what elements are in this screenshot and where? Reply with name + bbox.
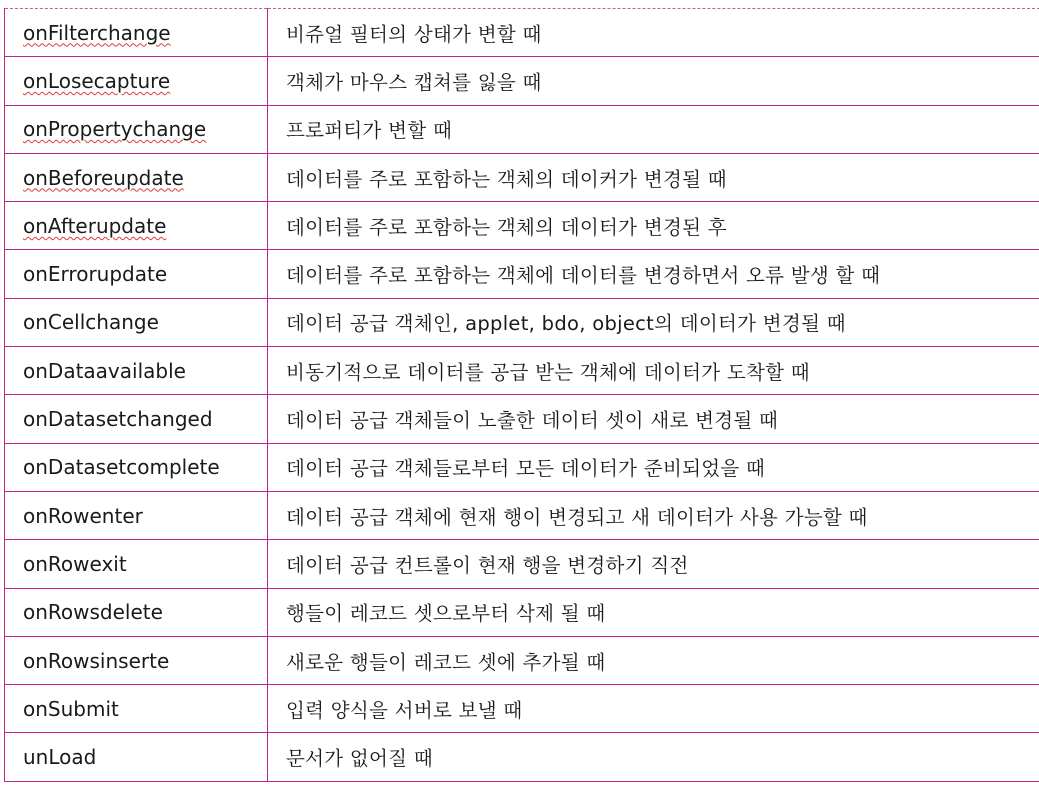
table-row (5, 491, 1039, 539)
event-name: onRowsinserte (23, 648, 170, 673)
table-row (5, 443, 1039, 491)
event-name: onBeforeupdate (23, 165, 184, 190)
event-name-cell (5, 540, 268, 588)
event-name: onDatasetcomplete (23, 455, 220, 480)
event-name-cell (5, 153, 268, 201)
event-name: unLoad (23, 745, 97, 770)
table-row (5, 685, 1039, 733)
event-name-cell (5, 491, 268, 539)
event-name: onAfterupdate (23, 213, 167, 238)
event-description: 문서가 없어질 때 (286, 747, 433, 771)
table-row (5, 540, 1039, 588)
event-description: 데이터 공급 객체들이 노출한 데이터 셋이 새로 변경될 때 (286, 409, 779, 433)
table-row (5, 588, 1039, 636)
event-name: onDatasetchanged (23, 407, 213, 432)
event-name-cell (5, 588, 268, 636)
event-description-cell (268, 105, 1039, 153)
event-description-cell (268, 636, 1039, 684)
table-row (5, 395, 1039, 443)
event-name: onLosecapture (23, 68, 171, 93)
event-description-cell (268, 540, 1039, 588)
event-description-cell (268, 9, 1039, 57)
event-description: 비동기적으로 데이터를 공급 받는 객체에 데이터가 도착할 때 (286, 360, 810, 384)
event-name: onRowexit (23, 551, 127, 576)
event-name: onDataavailable (23, 358, 186, 383)
event-name: onFilterchange (23, 20, 171, 45)
event-description: 데이터 공급 컨트롤이 현재 행을 변경하기 직전 (286, 553, 689, 577)
event-description-cell (268, 443, 1039, 491)
event-name-cell (5, 347, 268, 395)
table-row (5, 347, 1039, 395)
event-description-cell (268, 202, 1039, 250)
event-description: 행들이 레코드 셋으로부터 삭제 될 때 (286, 602, 606, 626)
table-row (5, 57, 1039, 105)
event-name: onSubmit (23, 696, 119, 721)
table-row (5, 636, 1039, 684)
event-description: 비쥬얼 필터의 상태가 변할 때 (286, 22, 542, 46)
event-name-cell (5, 443, 268, 491)
event-description: 데이터를 주로 포함하는 객체의 데이커가 변경될 때 (286, 167, 727, 191)
event-name-cell (5, 636, 268, 684)
table-row (5, 153, 1039, 201)
event-description-cell (268, 153, 1039, 201)
table-row (5, 250, 1039, 298)
table-row (5, 202, 1039, 250)
event-name-cell (5, 395, 268, 443)
event-handler-table (4, 8, 1039, 782)
event-description-cell (268, 491, 1039, 539)
event-description-cell (268, 347, 1039, 395)
event-description-cell (268, 250, 1039, 298)
event-description-cell (268, 733, 1039, 781)
event-description: 데이터를 주로 포함하는 객체의 데이터가 변경된 후 (286, 215, 727, 239)
event-name-cell (5, 202, 268, 250)
event-name-cell (5, 733, 268, 781)
table-row (5, 733, 1039, 781)
event-description: 새로운 행들이 레코드 셋에 추가될 때 (286, 650, 606, 674)
event-name-cell (5, 105, 268, 153)
event-description: 데이터를 주로 포함하는 객체에 데이터를 변경하면서 오류 발생 할 때 (286, 264, 881, 288)
event-description-cell (268, 588, 1039, 636)
event-name: onCellchange (23, 310, 159, 335)
event-description-cell (268, 57, 1039, 105)
event-description: 데이터 공급 객체인, applet, bdo, object의 데이터가 변경될 때 (286, 312, 846, 336)
event-name: onPropertychange (23, 117, 207, 142)
event-name-cell (5, 250, 268, 298)
event-description: 객체가 마우스 캡쳐를 잃을 때 (286, 70, 542, 94)
event-description: 데이터 공급 객체에 현재 행이 변경되고 새 데이터가 사용 가능할 때 (286, 505, 868, 529)
table-row (5, 298, 1039, 346)
event-description-cell (268, 298, 1039, 346)
table-row (5, 9, 1039, 57)
event-name-cell (5, 298, 268, 346)
event-name-cell (5, 9, 268, 57)
event-description: 입력 양식을 서버로 보낼 때 (286, 698, 523, 722)
event-description-cell (268, 395, 1039, 443)
event-name-cell (5, 57, 268, 105)
event-name: onErrorupdate (23, 262, 168, 287)
event-table-body (5, 9, 1039, 782)
event-name: onRowenter (23, 503, 143, 528)
event-description-cell (268, 685, 1039, 733)
event-description: 프로퍼티가 변할 때 (286, 119, 453, 143)
event-name-cell (5, 685, 268, 733)
table-row (5, 105, 1039, 153)
event-description: 데이터 공급 객체들로부터 모든 데이터가 준비되었을 때 (286, 457, 766, 481)
event-name: onRowsdelete (23, 600, 163, 625)
